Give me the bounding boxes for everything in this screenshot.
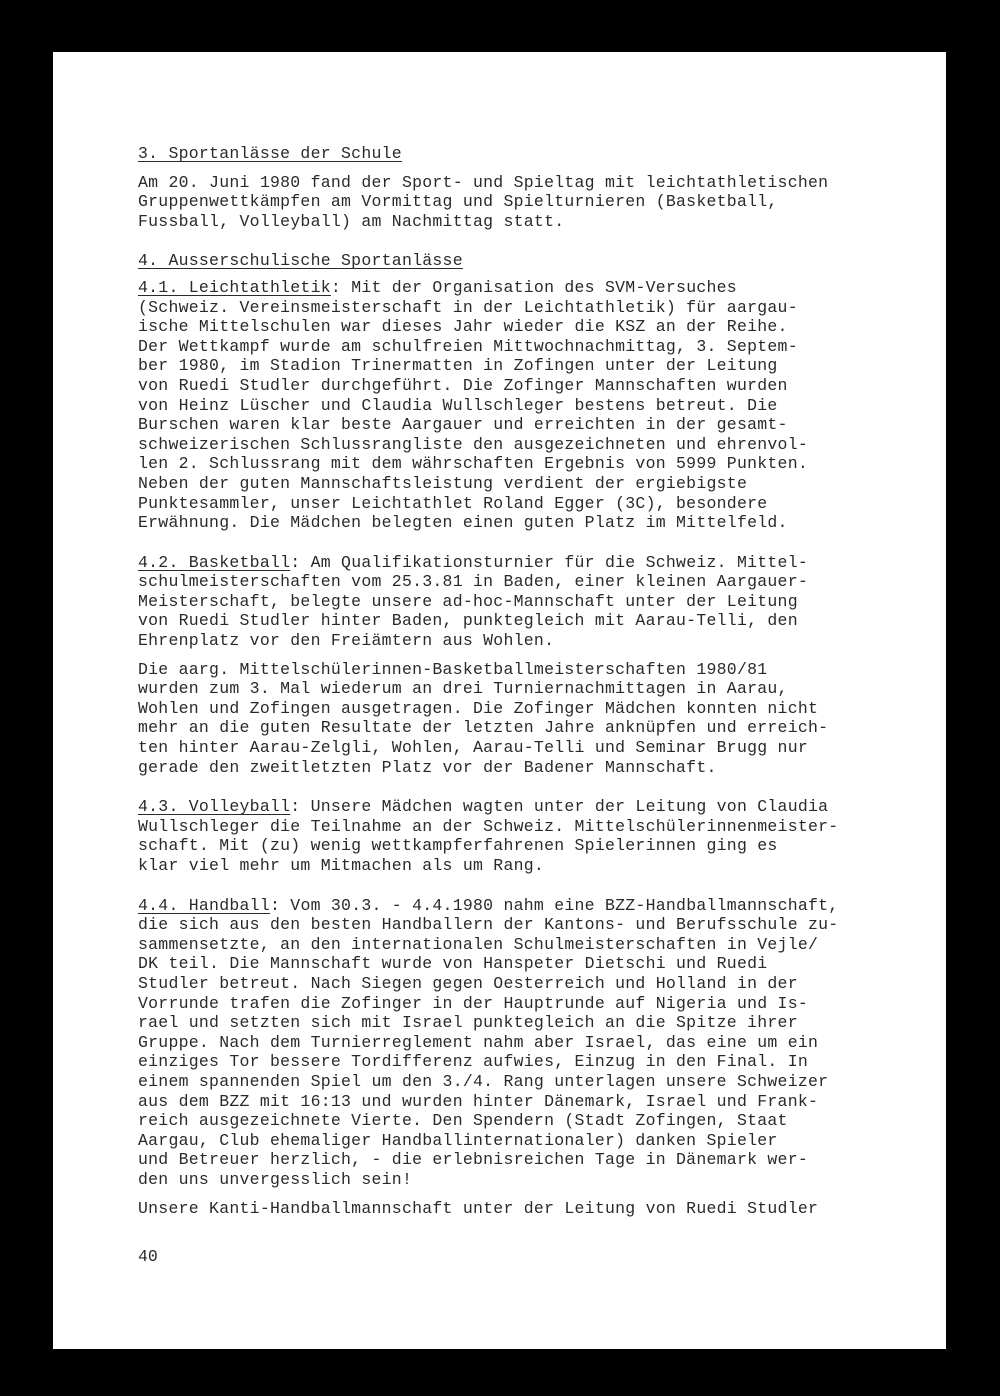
- document-page: [53, 52, 946, 1349]
- text-line: Gruppe. Nach dem Turnierreglement nahm aber Israel, das eine um ein: [138, 1032, 819, 1052]
- paragraph-volleyball: [138, 797, 908, 875]
- text-line: klar viel mehr um Mitmachen als um Rang.: [138, 856, 545, 875]
- text-line: rael und setzten sich mit Israel punktegleich an die Spitze ihrer: [138, 1013, 798, 1033]
- paragraph-basketball: [138, 553, 908, 651]
- text-line: Unsere Kanti-Handballmannschaft unter der Leitung von Ruedi Studler: [138, 1198, 819, 1218]
- paragraph-handball-kanti: [138, 1199, 908, 1219]
- text-line: wurden zum 3. Mal wiederum an drei Turniernachmittagen in Aarau,: [138, 679, 788, 699]
- paragraph-leichtathletik: [138, 278, 908, 533]
- text-line: Wohlen und Zofingen ausgetragen. Die Zofinger Mädchen konnten nicht: [138, 698, 819, 718]
- text-line: DK teil. Die Mannschaft wurde von Hanspeter Dietschi und Ruedi: [138, 954, 768, 974]
- text-line: gerade den zweitletzten Platz vor der Badener Mannschaft.: [138, 757, 717, 777]
- text-line: ten hinter Aarau-Zelgli, Wohlen, Aarau-Telli und Seminar Brugg nur: [138, 738, 809, 758]
- text-line: Meisterschaft, belegte unsere ad-hoc-Mannschaft unter der Leitung: [138, 591, 798, 611]
- text-line: [138, 553, 908, 573]
- text-segment: : Mit der Organisation des SVM-Versuches: [330, 277, 737, 297]
- text-line: schweizerischen Schlussrangliste den ausgezeichneten und ehrenvol-: [138, 434, 809, 454]
- text-line: Erwähnung. Die Mädchen belegten einen guten Platz im Mittelfeld.: [138, 513, 788, 533]
- text-line: von Ruedi Studler hinter Baden, punktegleich mit Aarau-Telli, den: [138, 611, 798, 631]
- text-line: len 2. Schlussrang mit dem währschaften Ergebnis von 5999 Punkten.: [138, 454, 809, 474]
- paragraph-handball: [138, 896, 908, 1190]
- text-line: und Betreuer herzlich, - die erlebnisreichen Tage in Dänemark wer-: [138, 1150, 809, 1170]
- text-line: Burschen waren klar beste Aargauer und erreichten in der gesamt-: [138, 415, 788, 435]
- text-line: von Ruedi Studler durchgeführt. Die Zofinger Mannschaften wurden: [138, 375, 788, 395]
- subsection-label-leichtathletik: 4.1. Leichtathletik: [138, 277, 331, 297]
- text-line: Der Wettkampf wurde am schulfreien Mittwochnachmittag, 3. Septem-: [138, 336, 798, 356]
- text-line: (Schweiz. Vereinsmeisterschaft in der Leichtathletik) für aargau-: [138, 297, 798, 317]
- text-line: Studler betreut. Nach Siegen gegen Oesterreich und Holland in der: [138, 973, 798, 993]
- text-line: schaft. Mit (zu) wenig wettkampferfahrenen Spielerinnen ging es: [138, 836, 778, 856]
- text-line: Ehrenplatz vor den Freiämtern aus Wohlen.: [138, 631, 555, 651]
- text-line: Fussball, Volleyball) am Nachmittag statt.: [138, 211, 565, 231]
- section-heading-sportanlaesse: 3. Sportanlässe der Schule: [138, 144, 402, 163]
- text-line: Punktesammler, unser Leichtathlet Roland Egger (3C), besondere: [138, 493, 768, 513]
- text-segment: : Am Qualifikationsturnier für die Schweiz. Mittel-: [290, 552, 809, 572]
- text-line: Die aarg. Mittelschülerinnen-Basketballmeisterschaften 1980/81: [138, 659, 768, 679]
- text-line: [138, 278, 908, 298]
- text-line: einem spannenden Spiel um den 3./4. Rang unterlagen unsere Schweizer: [138, 1071, 829, 1091]
- section-heading-ausserschulisch: 4. Ausserschulische Sportanlässe: [138, 251, 463, 271]
- text-line: schulmeisterschaften vom 25.3.81 in Baden, einer kleinen Aargauer-: [138, 572, 809, 592]
- subsection-label-handball: 4.4. Handball: [138, 895, 270, 915]
- text-line: [138, 797, 908, 817]
- subsection-label-volleyball: 4.3. Volleyball: [138, 797, 291, 817]
- text-line: Gruppenwettkämpfen am Vormittag und Spielturnieren (Basketball,: [138, 192, 778, 212]
- text-line: Neben der guten Mannschaftsleistung verdient der ergiebigste: [138, 473, 748, 493]
- text-line: Vorrunde trafen die Zofinger in der Hauptrunde auf Nigeria und Is-: [138, 993, 809, 1013]
- text-line: Aargau, Club ehemaliger Handballinternationaler) danken Spieler: [138, 1130, 778, 1150]
- text-line: [138, 896, 908, 916]
- text-line: sammensetzte, an den internationalen Schulmeisterschaften in Vejle/: [138, 934, 819, 954]
- document-body: [138, 144, 908, 1218]
- text-line: ische Mittelschulen war dieses Jahr wieder die KSZ an der Reihe.: [138, 317, 788, 337]
- page-number: 40: [138, 1247, 158, 1266]
- paragraph-sportanlaesse: [138, 173, 908, 232]
- text-line: Am 20. Juni 1980 fand der Sport- und Spieltag mit leichtathletischen: [138, 172, 829, 192]
- subsection-label-basketball: 4.2. Basketball: [138, 552, 291, 572]
- text-segment: : Unsere Mädchen wagten unter der Leitung von Claudia: [290, 797, 829, 817]
- text-line: Wullschleger die Teilnahme an der Schweiz. Mittelschülerinnenmeister-: [138, 816, 839, 836]
- text-segment: : Vom 30.3. - 4.4.1980 nahm eine BZZ-Handballmannschaft,: [269, 895, 839, 915]
- text-line: aus dem BZZ mit 16:13 und wurden hinter Dänemark, Israel und Frank-: [138, 1091, 819, 1111]
- paragraph-basketball-maedchen: [138, 660, 908, 778]
- text-line: mehr an die guten Resultate der letzten Jahre anknüpfen und erreich-: [138, 718, 829, 738]
- text-line: einziges Tor bessere Tordifferenz aufwies, Einzug in den Final. In: [138, 1052, 809, 1072]
- text-line: den uns unvergesslich sein!: [138, 1169, 413, 1189]
- text-line: ber 1980, im Stadion Trinermatten in Zofingen unter der Leitung: [138, 356, 778, 376]
- text-line: reich ausgezeichnete Vierte. Den Spendern (Stadt Zofingen, Staat: [138, 1111, 788, 1131]
- text-line: die sich aus den besten Handballern der Kantons- und Berufsschule zu-: [138, 915, 839, 935]
- text-line: von Heinz Lüscher und Claudia Wullschleger bestens betreut. Die: [138, 395, 778, 415]
